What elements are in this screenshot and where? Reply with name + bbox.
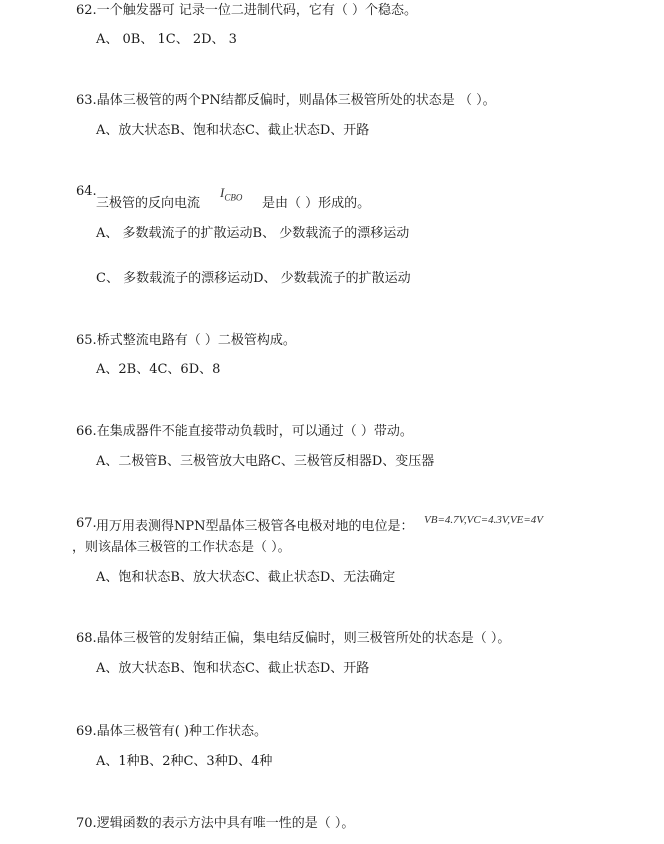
question-number: 65. bbox=[76, 333, 97, 348]
question-64-number: 64. bbox=[76, 184, 97, 199]
formula-voltages: VB=4.7V,VC=4.3V,VE=4V bbox=[424, 514, 544, 526]
question-64-stem: 三极管的反向电流 bbox=[96, 196, 201, 211]
question-67-stem: 用万用表测得NPN型晶体三极管各电极对地的电位是： bbox=[96, 519, 414, 534]
question-66-options: A、二极管B、三极管放大电路C、三极管反相器D、变压器 bbox=[96, 454, 435, 469]
question-stem: 晶体三极管的发射结正偏，集电结反偏时，则三极管所处的状态是（ ）。 bbox=[96, 631, 511, 646]
question-65 bbox=[76, 333, 296, 349]
question-62 bbox=[76, 3, 417, 19]
question-66 bbox=[76, 424, 413, 440]
question-64-options-a: A、 多数载流子的扩散运动B、 少数载流子的漂移运动 bbox=[96, 226, 410, 241]
question-stem: 在集成器件不能直接带动负载时，可以通过（ ）带动。 bbox=[96, 424, 413, 439]
question-number: 62. bbox=[76, 3, 97, 18]
question-67-options: A、饱和状态B、放大状态C、截止状态D、无法确定 bbox=[96, 570, 396, 585]
question-number: 70. bbox=[76, 816, 97, 831]
question-number: 66. bbox=[76, 424, 97, 439]
question-number: 63. bbox=[76, 93, 97, 108]
question-68 bbox=[76, 631, 510, 647]
question-65-options: A、2B、4C、6D、8 bbox=[96, 362, 221, 377]
question-stem: 一个触发器可 记录一位二进制代码，它有（ ）个稳态。 bbox=[96, 3, 417, 18]
question-64-stem-tail: 是由（ ）形成的。 bbox=[262, 196, 371, 211]
question-68-options: A、放大状态B、饱和状态C、截止状态D、开路 bbox=[96, 661, 370, 676]
question-64-options-c: C、 多数载流子的漂移运动D、 少数载流子的扩散运动 bbox=[96, 271, 411, 286]
question-stem: 晶体三极管的两个PN结都反偏时，则晶体三极管所处的状态是 （ ）。 bbox=[96, 93, 496, 108]
question-stem: 逻辑函数的表示方法中具有唯一性的是（ ）。 bbox=[96, 816, 355, 831]
question-69-options: A、1种B、2种C、3种D、4种 bbox=[96, 754, 273, 769]
question-62-options: A、 0B、 1C、 2D、 3 bbox=[96, 32, 237, 47]
question-70 bbox=[76, 816, 354, 832]
question-67-number: 67. bbox=[76, 516, 97, 531]
question-63-options: A、放大状态B、饱和状态C、截止状态D、开路 bbox=[96, 123, 370, 138]
question-69 bbox=[76, 724, 267, 740]
question-67-stem-cont: ，则该晶体三极管的工作状态是（ ）。 bbox=[72, 540, 291, 555]
question-stem: 晶体三极管有( )种工作状态。 bbox=[96, 724, 267, 739]
question-63 bbox=[76, 93, 496, 109]
question-number: 69. bbox=[76, 724, 97, 739]
question-stem: 桥式整流电路有（ ）二极管构成。 bbox=[96, 333, 296, 348]
question-number: 68. bbox=[76, 631, 97, 646]
formula-icbo: $I_{CBO}$ bbox=[220, 185, 243, 203]
